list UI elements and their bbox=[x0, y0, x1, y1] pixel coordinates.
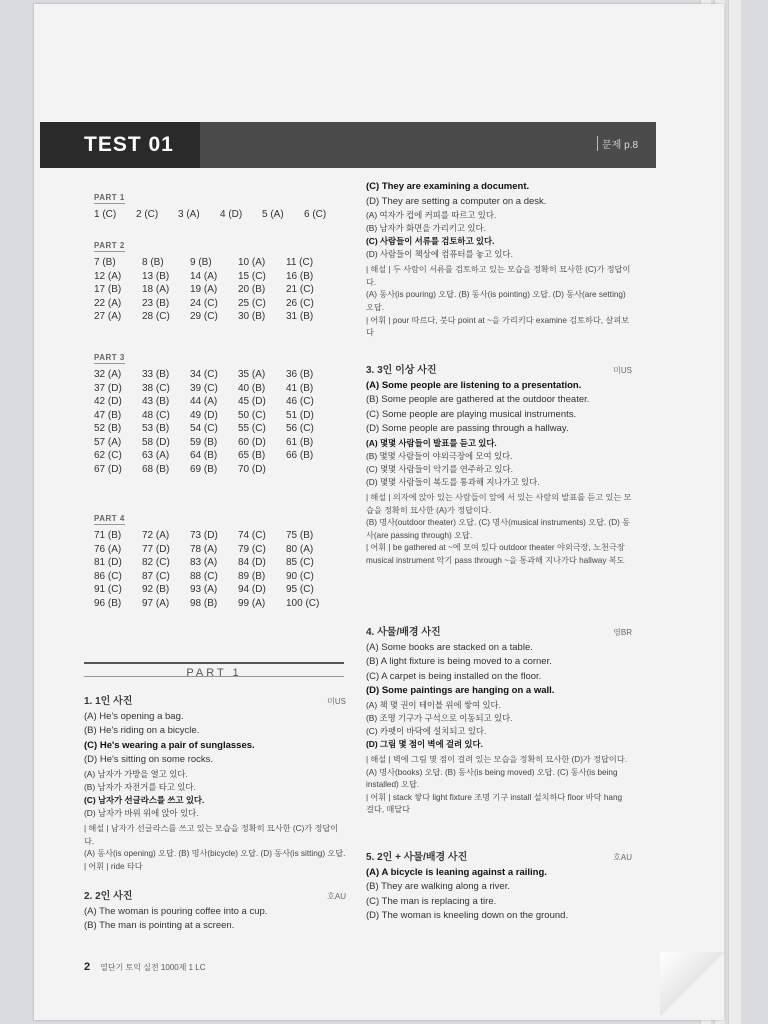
answer-row bbox=[94, 297, 334, 311]
answer-cell: 65 (B) bbox=[238, 450, 266, 462]
wrong-answer-note: (B) 명사(outdoor theater) 오답. (C) 명사(musical instruments) 오답. (D) 동사(are passing through) 오답. bbox=[366, 518, 631, 540]
question-2 bbox=[84, 890, 346, 934]
answer-cell: 76 (A) bbox=[94, 543, 122, 555]
answer-row bbox=[94, 283, 334, 297]
answer-cell: 47 (B) bbox=[94, 409, 122, 421]
answer-row bbox=[94, 436, 334, 450]
answer-cell: 92 (B) bbox=[142, 584, 170, 596]
vocabulary: | 어휘 | be gathered at ~에 모여 있다 outdoor theater 야외극장, 노천극장 musical instrument 악기 pass through ~을 통과해 지나가다 hallway 복도 bbox=[366, 543, 625, 565]
option: (C) Some people are playing musical instruments. bbox=[366, 408, 577, 420]
answer-cell: 100 (C) bbox=[286, 597, 320, 609]
answer-cell: 78 (A) bbox=[190, 543, 218, 555]
answer-cell: 96 (B) bbox=[94, 597, 122, 609]
answer-key-part2 bbox=[94, 240, 334, 324]
answer-cell: 63 (A) bbox=[142, 450, 170, 462]
answer-cell: 72 (A) bbox=[142, 530, 170, 542]
answer-cell: 75 (B) bbox=[286, 530, 314, 542]
explanation: | 해설 | 벽에 그림 몇 점이 걸려 있는 모습을 정확히 묘사한 (D)가 정답이다. bbox=[366, 754, 628, 764]
answer-cell: 81 (D) bbox=[94, 557, 122, 569]
answer-cell: 5 (A) bbox=[262, 209, 284, 221]
option-correct: (A) Some people are listening to a presentation. bbox=[366, 379, 582, 391]
question-title: 3. 3인 이상 사진 bbox=[366, 365, 437, 376]
explanation: | 해설 | 남자가 선글라스를 쓰고 있는 모습을 정확히 묘사한 (C)가 정답이다. bbox=[84, 823, 339, 846]
question-1 bbox=[84, 695, 346, 873]
part-label: PART 1 bbox=[94, 193, 125, 202]
answer-cell: 29 (C) bbox=[190, 311, 218, 323]
answer-row bbox=[94, 270, 334, 284]
answer-cell: 54 (C) bbox=[190, 423, 218, 435]
answer-row bbox=[94, 256, 334, 270]
answer-cell: 97 (A) bbox=[142, 597, 170, 609]
translation-correct: (C) 남자가 선글라스를 쓰고 있다. bbox=[84, 794, 205, 805]
question-3 bbox=[366, 364, 632, 568]
option: (B) Some people are gathered at the outdoor theater. bbox=[366, 394, 590, 406]
answer-cell: 23 (B) bbox=[142, 297, 170, 309]
answer-row bbox=[94, 556, 334, 570]
answer-row bbox=[94, 449, 334, 463]
translation: (D) 몇몇 사람들이 복도를 통과해 지나가고 있다. bbox=[366, 476, 540, 487]
answer-cell: 91 (C) bbox=[94, 584, 122, 596]
page-reference: 문제 p.8 bbox=[597, 136, 638, 151]
answer-cell: 88 (C) bbox=[190, 570, 218, 582]
vocabulary: | 어휘 | pour 따르다, 붓다 point at ~을 가리키다 examine 검토하다, 살펴보다 bbox=[366, 315, 630, 338]
option: (C) A carpet is being installed on the floor. bbox=[366, 670, 542, 682]
accent-badge: 미US bbox=[327, 697, 346, 706]
answer-key-part3 bbox=[94, 352, 334, 476]
answer-cell: 30 (B) bbox=[238, 311, 266, 323]
answer-cell: 19 (A) bbox=[190, 284, 218, 296]
answer-cell: 36 (B) bbox=[286, 369, 314, 381]
answer-row bbox=[94, 570, 334, 584]
option: (B) The man is pointing at a screen. bbox=[84, 920, 235, 932]
answer-cell: 61 (B) bbox=[286, 436, 314, 448]
vocabulary: | 어휘 | stack 쌓다 light fixture 조명 기구 install 설치하다 floor 바닥 hang 걸다, 매달다 bbox=[366, 792, 623, 815]
answer-cell: 18 (A) bbox=[142, 284, 170, 296]
question-4 bbox=[366, 626, 632, 817]
answer-cell: 68 (B) bbox=[142, 463, 170, 475]
answer-row bbox=[94, 208, 346, 222]
answer-cell: 4 (D) bbox=[220, 209, 243, 221]
option: (B) They are walking along a river. bbox=[366, 881, 510, 893]
option: (A) The woman is pouring coffee into a cup. bbox=[84, 905, 268, 917]
answer-cell: 99 (A) bbox=[238, 597, 266, 609]
test-header bbox=[40, 122, 656, 168]
answer-cell: 62 (C) bbox=[94, 450, 122, 462]
page-curl bbox=[660, 952, 724, 1016]
answer-cell: 21 (C) bbox=[286, 284, 314, 296]
answer-cell: 77 (D) bbox=[142, 543, 170, 555]
answer-cell: 10 (A) bbox=[238, 257, 266, 269]
answer-cell: 28 (C) bbox=[142, 311, 170, 323]
question-title: 4. 사물/배경 사진 bbox=[366, 627, 441, 638]
translation: (C) 카펫이 바닥에 설치되고 있다. bbox=[366, 725, 487, 736]
accent-badge: 호AU bbox=[613, 853, 632, 862]
translation: (B) 남자가 화면을 가리키고 있다. bbox=[366, 223, 486, 234]
answer-cell: 46 (C) bbox=[286, 396, 314, 408]
part-label: PART 2 bbox=[94, 241, 125, 250]
answer-row bbox=[94, 310, 334, 324]
answer-cell: 66 (B) bbox=[286, 450, 314, 462]
wrong-answer-note: (A) 명사(books) 오답. (B) 동사(is being moved) 오답. (C) 동사(is being installed) 오답. bbox=[366, 767, 618, 790]
question-title: 1. 1인 사진 bbox=[84, 696, 133, 707]
answer-cell: 56 (C) bbox=[286, 423, 314, 435]
option-correct: (C) He's wearing a pair of sunglasses. bbox=[84, 739, 255, 751]
answer-cell: 20 (B) bbox=[238, 284, 266, 296]
answer-cell: 48 (C) bbox=[142, 409, 170, 421]
translation-correct: (A) 몇몇 사람들이 발표를 듣고 있다. bbox=[366, 437, 497, 448]
answer-cell: 26 (C) bbox=[286, 297, 314, 309]
translation-correct: (C) 사람들이 서류를 검토하고 있다. bbox=[366, 236, 495, 247]
answer-cell: 33 (B) bbox=[142, 369, 170, 381]
answer-cell: 6 (C) bbox=[304, 209, 327, 221]
wrong-answer-note: (A) 동사(is pouring) 오답. (B) 동사(is pointing) 오답. (D) 동사(are setting) 오답. bbox=[366, 290, 626, 312]
answer-cell: 16 (B) bbox=[286, 270, 314, 282]
accent-badge: 영BR bbox=[613, 628, 632, 637]
answer-cell: 7 (B) bbox=[94, 257, 116, 269]
answer-cell: 79 (C) bbox=[238, 543, 266, 555]
answer-cell: 98 (B) bbox=[190, 597, 218, 609]
answer-cell: 37 (D) bbox=[94, 382, 122, 394]
answer-cell: 14 (A) bbox=[190, 270, 218, 282]
answer-row bbox=[94, 368, 334, 382]
answer-cell: 71 (B) bbox=[94, 530, 122, 542]
answer-row bbox=[94, 463, 334, 477]
test-title: TEST 01 bbox=[84, 133, 174, 156]
question-title: 5. 2인 + 사물/배경 사진 bbox=[366, 852, 468, 863]
answer-cell: 3 (A) bbox=[178, 209, 200, 221]
answer-cell: 51 (D) bbox=[286, 409, 314, 421]
answer-cell: 95 (C) bbox=[286, 584, 314, 596]
accent-badge: 미US bbox=[613, 366, 632, 375]
answer-cell: 85 (C) bbox=[286, 557, 314, 569]
answer-cell: 55 (C) bbox=[238, 423, 266, 435]
answer-cell: 83 (A) bbox=[190, 557, 218, 569]
answer-cell: 35 (A) bbox=[238, 369, 266, 381]
answer-row bbox=[94, 382, 334, 396]
answer-cell: 57 (A) bbox=[94, 436, 122, 448]
section-heading bbox=[84, 662, 344, 679]
explanation: | 해설 | 의자에 앉아 있는 사람들이 앞에 서 있는 사람의 발표를 듣고 있는 모습을 정확히 묘사한 (A)가 정답이다. bbox=[366, 492, 632, 515]
answer-cell: 42 (D) bbox=[94, 396, 122, 408]
option: (B) A light fixture is being moved to a corner. bbox=[366, 656, 552, 668]
translation: (B) 남자가 자전거를 타고 있다. bbox=[84, 781, 196, 792]
answer-cell: 49 (D) bbox=[190, 409, 218, 421]
answer-cell: 34 (C) bbox=[190, 369, 218, 381]
question-5 bbox=[366, 851, 632, 924]
option: (B) He's riding on a bicycle. bbox=[84, 725, 200, 737]
answer-cell: 32 (A) bbox=[94, 369, 122, 381]
answer-cell: 8 (B) bbox=[142, 257, 164, 269]
answer-cell: 15 (C) bbox=[238, 270, 266, 282]
answer-cell: 90 (C) bbox=[286, 570, 314, 582]
answer-cell: 22 (A) bbox=[94, 297, 122, 309]
answer-cell: 69 (B) bbox=[190, 463, 218, 475]
answer-cell: 67 (D) bbox=[94, 463, 122, 475]
answer-cell: 43 (B) bbox=[142, 396, 170, 408]
answer-cell: 70 (D) bbox=[238, 463, 266, 475]
page-footer bbox=[84, 961, 206, 973]
answer-cell: 13 (B) bbox=[142, 270, 170, 282]
option-correct: (A) A bicycle is leaning against a railing. bbox=[366, 866, 547, 878]
answer-cell: 93 (A) bbox=[190, 584, 218, 596]
answer-cell: 25 (C) bbox=[238, 297, 266, 309]
answer-cell: 94 (D) bbox=[238, 584, 266, 596]
answer-row bbox=[94, 395, 334, 409]
option: (D) He's sitting on some rocks. bbox=[84, 754, 214, 766]
answer-key-part4 bbox=[94, 513, 334, 610]
answer-row bbox=[94, 422, 334, 436]
book-title: 열단기 토익 실전 1000제 1 LC bbox=[100, 963, 206, 972]
answer-row bbox=[94, 597, 334, 611]
translation: (D) 남자가 바위 위에 앉아 있다. bbox=[84, 807, 199, 818]
answer-cell: 86 (C) bbox=[94, 570, 122, 582]
answer-cell: 60 (D) bbox=[238, 436, 266, 448]
answer-cell: 89 (B) bbox=[238, 570, 266, 582]
page-number: 2 bbox=[84, 961, 91, 973]
question-2-continued bbox=[366, 180, 632, 340]
translation-correct: (D) 그림 몇 점이 벽에 걸려 있다. bbox=[366, 738, 483, 749]
option: (D) Some people are passing through a hallway. bbox=[366, 423, 569, 435]
answer-cell: 27 (A) bbox=[94, 311, 122, 323]
answer-cell: 17 (B) bbox=[94, 284, 122, 296]
answer-row bbox=[94, 543, 334, 557]
answer-cell: 74 (C) bbox=[238, 530, 266, 542]
explanation: | 해설 | 두 사람이 서류를 검토하고 있는 모습을 정확히 묘사한 (C)가 정답이다. bbox=[366, 265, 631, 287]
translation: (A) 책 몇 권이 테이블 위에 쌓여 있다. bbox=[366, 699, 501, 710]
answer-cell: 31 (B) bbox=[286, 311, 314, 323]
option: (D) The woman is kneeling down on the ground. bbox=[366, 910, 569, 922]
translation: (A) 남자가 가방을 열고 있다. bbox=[84, 768, 188, 779]
answer-cell: 45 (D) bbox=[238, 396, 266, 408]
answer-cell: 59 (B) bbox=[190, 436, 218, 448]
answer-cell: 52 (B) bbox=[94, 423, 122, 435]
translation: (C) 몇몇 사람들이 악기를 연주하고 있다. bbox=[366, 463, 513, 474]
answer-row bbox=[94, 409, 334, 423]
part-label: PART 4 bbox=[94, 514, 125, 523]
answer-row bbox=[94, 529, 334, 543]
answer-cell: 11 (C) bbox=[286, 257, 314, 269]
option-correct: (D) Some paintings are hanging on a wall. bbox=[366, 685, 555, 697]
answer-cell: 39 (C) bbox=[190, 382, 218, 394]
translation: (B) 몇몇 사람들이 야외극장에 모여 있다. bbox=[366, 450, 513, 461]
vocabulary: | 어휘 | ride 타다 bbox=[84, 861, 143, 871]
answer-cell: 9 (B) bbox=[190, 257, 212, 269]
option-correct: (C) They are examining a document. bbox=[366, 181, 530, 192]
answer-cell: 80 (A) bbox=[286, 543, 314, 555]
answer-cell: 58 (D) bbox=[142, 436, 170, 448]
option: (A) He's opening a bag. bbox=[84, 710, 184, 722]
answer-cell: 24 (C) bbox=[190, 297, 218, 309]
answer-cell: 12 (A) bbox=[94, 270, 122, 282]
answer-cell: 53 (B) bbox=[142, 423, 170, 435]
wrong-answer-note: (A) 동사(is opening) 오답. (B) 명사(bicycle) 오답. (D) 동사(is sitting) 오답. bbox=[84, 849, 346, 859]
answer-cell: 50 (C) bbox=[238, 409, 266, 421]
answer-cell: 64 (B) bbox=[190, 450, 218, 462]
answer-cell: 2 (C) bbox=[136, 209, 159, 221]
answer-cell: 73 (D) bbox=[190, 530, 218, 542]
translation: (A) 여자가 컵에 커피를 따르고 있다. bbox=[366, 210, 497, 221]
part-label: PART 3 bbox=[94, 353, 125, 362]
answer-cell: 84 (D) bbox=[238, 557, 266, 569]
option: (D) They are setting a computer on a desk. bbox=[366, 195, 547, 207]
accent-badge: 호AU bbox=[327, 892, 346, 901]
answer-key-part1 bbox=[94, 192, 346, 222]
answer-cell: 40 (B) bbox=[238, 382, 266, 394]
answer-cell: 87 (C) bbox=[142, 570, 170, 582]
answer-cell: 44 (A) bbox=[190, 396, 218, 408]
question-title: 2. 2인 사진 bbox=[84, 891, 133, 902]
translation: (D) 사람들이 책상에 컴퓨터를 놓고 있다. bbox=[366, 249, 513, 260]
answer-cell: 1 (C) bbox=[94, 209, 117, 221]
option: (C) The man is replacing a tire. bbox=[366, 895, 497, 907]
answer-row bbox=[94, 583, 334, 597]
section-title: PART 1 bbox=[186, 667, 242, 679]
answer-cell: 38 (C) bbox=[142, 382, 170, 394]
answer-cell: 82 (C) bbox=[142, 557, 170, 569]
answer-cell: 41 (B) bbox=[286, 382, 314, 394]
option: (A) Some books are stacked on a table. bbox=[366, 641, 533, 653]
translation: (B) 조명 기구가 구석으로 이동되고 있다. bbox=[366, 712, 513, 723]
